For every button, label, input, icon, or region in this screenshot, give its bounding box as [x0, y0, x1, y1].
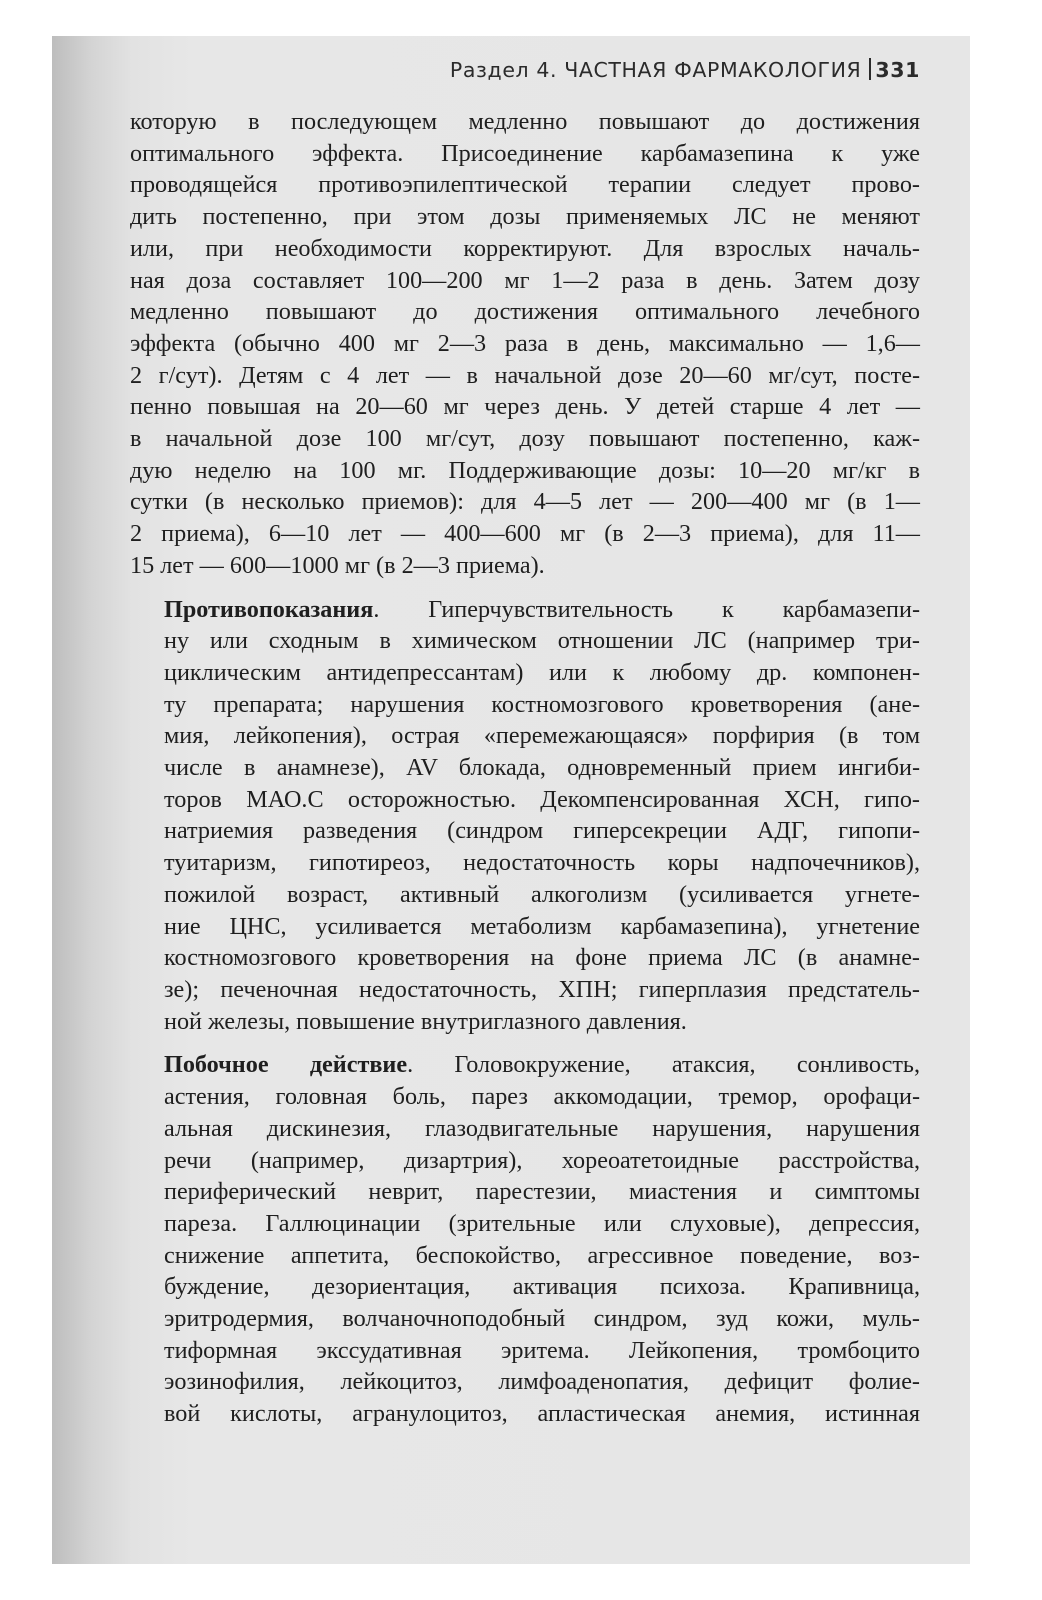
- text-line: ная доза составляет 100—200 мг 1—2 раза в день. Затем дозу: [130, 266, 920, 294]
- text-line: дую неделю на 100 мг. Поддерживающие дозы: 10—20 мг/кг в: [130, 456, 920, 484]
- text-line: пожилой возраст, активный алкоголизм (усиливается угнете-: [164, 880, 920, 908]
- text-line: циклическим антидепрессантам) или к любому др. компонен-: [164, 658, 920, 686]
- text-line: эозинофилия, лейкоцитоз, лимфоаденопатия, дефицит фолие-: [164, 1368, 920, 1396]
- text-line: 2 приема), 6—10 лет — 400—600 мг (в 2—3 приема), для 11—: [130, 520, 920, 548]
- text-line: тиформная экссудативная эритема. Лейкопения, тромбоцито: [164, 1336, 920, 1364]
- page-number: 331: [875, 58, 920, 82]
- text-line: ной железы, повышение внутриглазного давления.: [164, 1007, 687, 1035]
- text-line: натриемия разведения (синдром гиперсекреции АДГ, гипопи-: [164, 817, 920, 845]
- text-line: вой кислоты, агранулоцитоз, апластическая анемия, истинная: [164, 1400, 920, 1428]
- paragraph-contraindications: [130, 594, 920, 1038]
- text-line: буждение, дезориентация, активация психоза. Крапивница,: [164, 1273, 920, 1301]
- text-line: оптимального эффекта. Присоединение карбамазепина к уже: [130, 139, 920, 167]
- running-header: [450, 58, 920, 82]
- text-line: [130, 1049, 920, 1081]
- side-effects-heading: Побочное действие: [164, 1051, 408, 1079]
- text-line: ну или сходным в химическом отношении ЛС (например три-: [164, 627, 920, 655]
- text-line: эритродермия, волчаночноподобный синдром, зуд кожи, муль-: [164, 1305, 920, 1333]
- paragraph-side-effects: [130, 1049, 920, 1429]
- text-line: или, при необходимости корректируют. Для взрослых началь-: [130, 234, 920, 262]
- text-line: числе в анамнезе), AV блокада, одновременный прием ингиби-: [164, 754, 920, 782]
- text-line: сутки (в несколько приемов): для 4—5 лет — 200—400 мг (в 1—: [130, 488, 920, 516]
- text-line: туитаризм, гипотиреоз, недостаточность коры надпочечников),: [164, 849, 920, 877]
- text-line: медленно повышают до достижения оптимального лечебного: [130, 298, 920, 326]
- text-line: 2 г/сут). Детям с 4 лет — в начальной дозе 20—60 мг/сут, посте-: [130, 361, 920, 389]
- body-text: [130, 106, 920, 1430]
- text-line: пареза. Галлюцинации (зрительные или слуховые), депрессия,: [164, 1209, 920, 1237]
- text-line: дить постепенно, при этом дозы применяемых ЛС не меняют: [130, 203, 920, 231]
- text-line: периферический неврит, парестезии, миастения и симптомы: [164, 1178, 920, 1206]
- text-line: мия, лейкопения), острая «перемежающаяся» порфирия (в том: [164, 722, 920, 750]
- text-line: которую в последующем медленно повышают до достижения: [130, 108, 920, 135]
- header-divider: [869, 58, 871, 80]
- text-line: астения, головная боль, парез аккомодации, тремор, орофаци-: [164, 1083, 920, 1111]
- text-line: снижение аппетита, беспокойство, агрессивное поведение, воз-: [164, 1241, 920, 1269]
- text-line: альная дискинезия, глазодвигательные нарушения, нарушения: [164, 1114, 920, 1142]
- text-line: 15 лет — 600—1000 мг (в 2—3 приема).: [130, 551, 545, 579]
- text-line: ту препарата; нарушения костномозгового кроветворения (ане-: [164, 690, 920, 718]
- text-fragment: . Головокружение, атаксия, сонливость,: [407, 1051, 920, 1079]
- text-line: пенно повышая на 20—60 мг через день. У детей старше 4 лет —: [130, 393, 920, 421]
- text-line: эффекта (обычно 400 мг 2—3 раза в день, максимально — 1,6—: [130, 329, 920, 357]
- contraindications-heading: Противопоказания: [164, 595, 374, 623]
- text-line: в начальной дозе 100 мг/сут, дозу повышают постепенно, каж-: [130, 425, 920, 453]
- text-line: речи (например, дизартрия), хореоатетоидные расстройства,: [164, 1146, 920, 1174]
- paragraph-dosage: [130, 106, 920, 582]
- text-line: [130, 594, 920, 626]
- book-page: [52, 36, 970, 1564]
- text-line: торов МАО.С осторожностью. Декомпенсированная ХСН, гипо-: [164, 785, 920, 813]
- text-line: ние ЦНС, усиливается метаболизм карбамазепина), угнетение: [164, 912, 920, 940]
- text-line: зе); печеночная недостаточность, ХПН; гиперплазия предстатель-: [164, 975, 920, 1003]
- section-title: Раздел 4. ЧАСТНАЯ ФАРМАКОЛОГИЯ: [449, 58, 862, 82]
- text-line: проводящейся противоэпилептической терапии следует прово-: [130, 171, 920, 199]
- text-line: костномозгового кроветворения на фоне приема ЛС (в анамне-: [164, 944, 920, 972]
- text-fragment: . Гиперчувствительность к карбамазепи-: [373, 595, 920, 623]
